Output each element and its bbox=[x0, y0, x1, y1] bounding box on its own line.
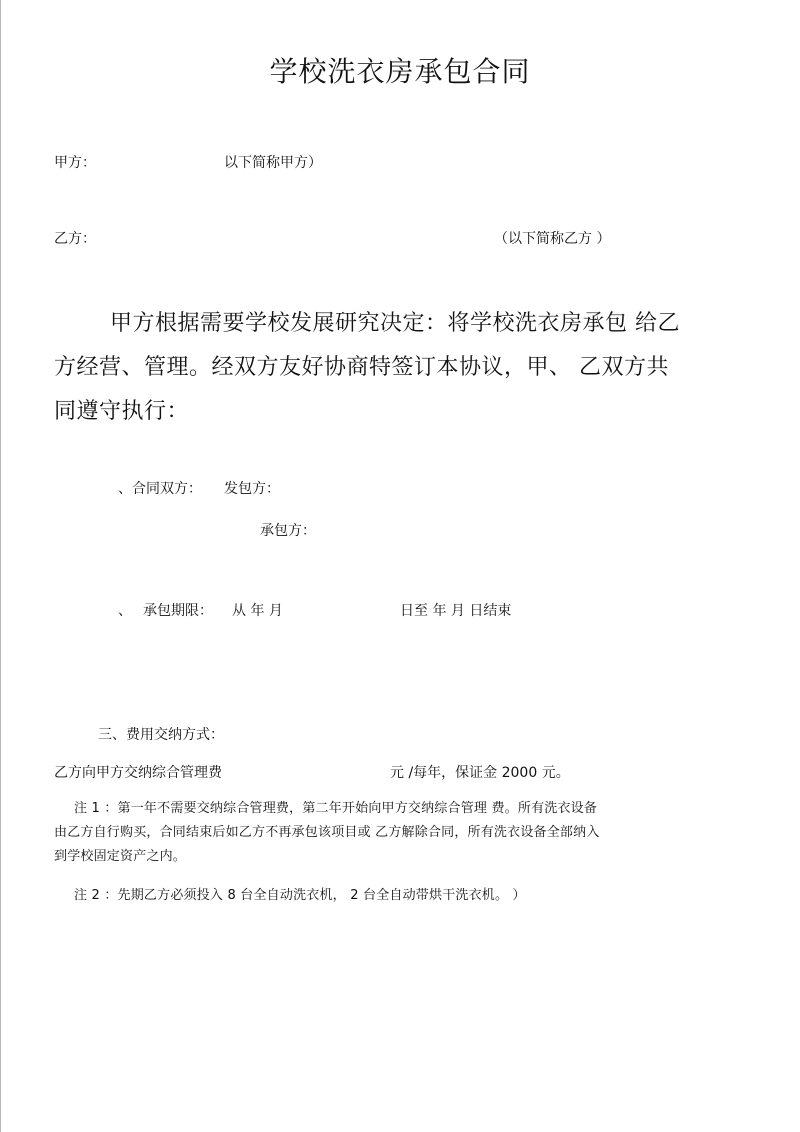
party-b-note: （以下简称乙方 ） bbox=[494, 231, 611, 247]
note-2 bbox=[54, 884, 756, 908]
party-a-label: 甲方： bbox=[54, 155, 96, 171]
note-2-text: 注 2 ：先期乙方必须投入 8 台全自动洗衣机， 2 台全自动带烘干洗衣机。 ） bbox=[74, 888, 526, 903]
fee-text: 乙方向甲方交纳综合管理费 bbox=[54, 765, 222, 781]
party-a-note: 以下简称甲方） bbox=[224, 155, 322, 171]
contractor-label: 承包方： bbox=[260, 523, 316, 539]
section1-heading: 、合同双方： bbox=[118, 481, 202, 497]
term-to: 日至 年 月 日结束 bbox=[400, 603, 512, 619]
note-1-line-1: 注 1 ：第一年不需要交纳综合管理费，第二年开始向甲方交纳综合管理 费。所有洗衣设备 bbox=[74, 801, 598, 816]
section2-prefix: 、 bbox=[118, 603, 132, 619]
intro-paragraph bbox=[54, 302, 754, 434]
intro-line-3: 同遵守执行： bbox=[54, 399, 190, 424]
party-b-label: 乙方： bbox=[54, 231, 96, 247]
document-title: 学校洗衣房承包合同 bbox=[269, 55, 531, 88]
issuer-label: 发包方： bbox=[224, 481, 280, 497]
intro-line-2: 方经营、管理。经双方友好协商特签订本协议，甲、 乙双方共 bbox=[54, 355, 669, 380]
note-1 bbox=[54, 797, 756, 869]
term-label: 承包期限： bbox=[143, 603, 213, 619]
intro-line-1: 甲方根据需要学校发展研究决定：将学校洗衣房承包 给乙 bbox=[110, 311, 680, 336]
note-1-line-2: 由乙方自行购买，合同结束后如乙方不再承包该项目或 乙方解除合同，所有洗衣设备全部纳入 bbox=[54, 825, 600, 840]
note-1-line-3: 到学校固定资产之内。 bbox=[54, 849, 187, 864]
fee-unit-text: 元 /每年，保证金 2000 元。 bbox=[390, 765, 570, 781]
page-left-border bbox=[0, 0, 1, 1132]
term-from: 从 年 月 bbox=[232, 603, 283, 619]
section3-heading: 三、费用交纳方式： bbox=[98, 727, 224, 743]
